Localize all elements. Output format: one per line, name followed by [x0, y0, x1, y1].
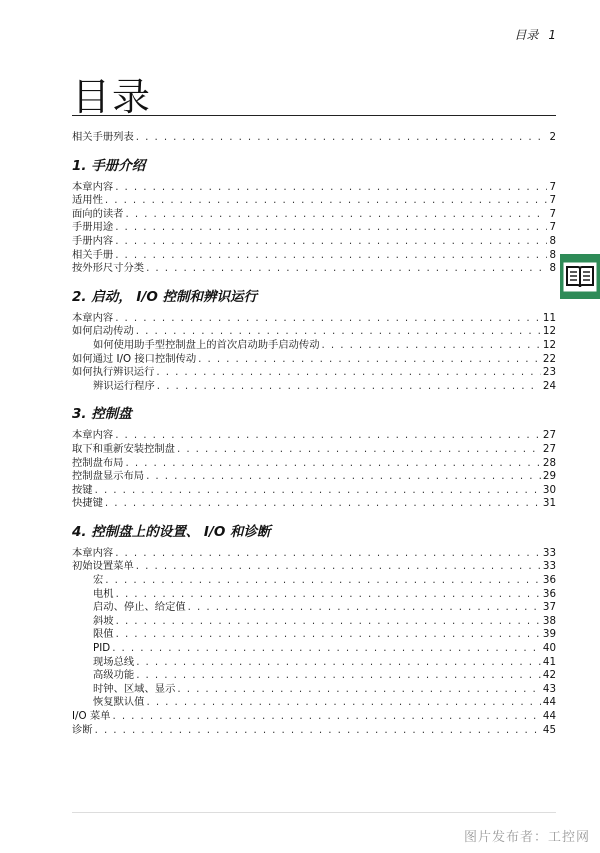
toc-entry-label: 恢复默认值 — [93, 696, 145, 709]
toc-entry-page: 39 — [542, 628, 556, 641]
toc-entry[interactable] — [72, 484, 556, 498]
toc-entry-label: 如何通过 I/O 接口控制传动 — [72, 352, 197, 365]
toc-entry[interactable] — [72, 131, 556, 145]
toc-entry[interactable] — [72, 683, 556, 697]
toc-entry-label: 手册内容 — [72, 234, 114, 247]
toc-entry-page: 36 — [542, 574, 556, 587]
dot-leader — [125, 208, 547, 222]
dot-leader — [136, 656, 541, 670]
toc-entry-label: 如何启动传动 — [72, 325, 134, 338]
dot-leader — [115, 547, 541, 561]
toc-entry[interactable] — [72, 470, 556, 484]
dot-leader — [112, 642, 541, 656]
page-number: 1 — [548, 28, 556, 42]
toc-entry-page: 38 — [542, 614, 556, 627]
toc-entry-page: 30 — [542, 483, 556, 496]
title-divider — [72, 115, 556, 116]
toc-entry[interactable] — [72, 366, 556, 380]
toc-entry-page: 36 — [542, 587, 556, 600]
toc-entry-label: 取下和重新安装控制盘 — [72, 442, 175, 455]
toc-entry-page: 7 — [549, 207, 556, 220]
toc-entry-label: 电机 — [93, 587, 114, 600]
toc-entry[interactable] — [72, 656, 556, 670]
dot-leader — [198, 353, 541, 367]
toc-entry-page: 45 — [542, 723, 556, 736]
dot-leader — [115, 312, 541, 326]
toc-entry-label: 启动、停止、给定值 — [93, 601, 186, 614]
toc-entry[interactable] — [72, 235, 556, 249]
table-of-contents — [72, 131, 556, 737]
toc-entry[interactable] — [72, 194, 556, 208]
toc-entry[interactable] — [72, 615, 556, 629]
toc-entry-page: 44 — [542, 710, 556, 722]
toc-entry-label: 手册用途 — [72, 221, 114, 234]
toc-entry-page: 29 — [542, 470, 556, 483]
toc-entry-page: 7 — [549, 221, 556, 234]
chapter-heading: 4. 控制盘上的设置、 I/O 和诊断 — [72, 523, 271, 540]
toc-entry-label: 斜坡 — [93, 614, 114, 627]
toc-entry[interactable] — [72, 262, 556, 276]
manual-tab — [560, 254, 600, 299]
toc-entry[interactable] — [72, 181, 556, 195]
toc-entry[interactable] — [72, 588, 556, 602]
running-header — [514, 26, 556, 43]
toc-entry-page: 43 — [542, 682, 556, 695]
toc-entry-label: 辨识运行程序 — [93, 379, 155, 392]
running-header-title: 目录 — [514, 28, 539, 42]
dot-leader — [146, 262, 547, 276]
chapter-heading: 1. 手册介绍 — [72, 157, 146, 174]
dot-leader — [115, 429, 541, 443]
dot-leader — [115, 235, 547, 249]
dot-leader — [125, 457, 540, 471]
toc-entry-label: 相关手册列表 — [72, 131, 134, 143]
toc-entry-page: 8 — [549, 248, 556, 261]
dot-leader — [105, 194, 548, 208]
toc-entry-label: 宏 — [93, 574, 104, 587]
dot-leader — [177, 443, 541, 457]
toc-entry-label: 本章内容 — [72, 311, 114, 324]
dot-leader — [188, 601, 541, 615]
toc-entry[interactable] — [72, 249, 556, 263]
toc-entry[interactable] — [72, 457, 556, 471]
toc-entry-page: 44 — [542, 696, 556, 709]
toc-entry-label: 本章内容 — [72, 429, 114, 442]
toc-entry-label: 本章内容 — [72, 546, 114, 559]
toc-entry-page: 7 — [549, 194, 556, 207]
toc-entry[interactable] — [72, 497, 556, 511]
toc-entry-page: 27 — [542, 442, 556, 455]
toc-entry-label: I/O 菜单 — [72, 710, 111, 722]
dot-leader — [136, 131, 548, 145]
toc-entry-label: 限值 — [93, 628, 114, 641]
dot-leader — [116, 615, 541, 629]
toc-entry[interactable] — [72, 560, 556, 574]
dot-leader — [146, 696, 540, 710]
toc-entry-label: 如何使用助手型控制盘上的首次启动助手启动传动 — [93, 338, 320, 351]
dot-leader — [112, 710, 540, 724]
chapter-heading: 2. 启动， I/O 控制和辨识运行 — [72, 288, 258, 305]
dot-leader — [105, 574, 541, 588]
watermark-text: 图片发布者：工控网 — [463, 830, 590, 845]
dot-leader — [177, 683, 541, 697]
chapter-heading: 3. 控制盘 — [72, 406, 132, 423]
toc-entry-label: 适用性 — [72, 194, 103, 207]
toc-entry-page: 12 — [542, 325, 556, 338]
toc-entry-label: 时钟、区域、显示 — [93, 682, 176, 695]
toc-entry[interactable] — [72, 208, 556, 222]
toc-entry-page: 28 — [542, 456, 556, 469]
book-icon — [563, 262, 597, 292]
toc-entry-label: 现场总线 — [93, 655, 135, 668]
toc-entry[interactable] — [72, 353, 556, 367]
toc-entry-page: 22 — [542, 352, 556, 365]
toc-entry-page: 7 — [549, 180, 556, 193]
toc-entry-page: 33 — [542, 560, 556, 573]
toc-entry-page: 41 — [542, 655, 556, 668]
dot-leader — [136, 325, 541, 339]
toc-entry-page: 24 — [542, 379, 556, 392]
toc-entry[interactable] — [72, 710, 556, 724]
toc-entry[interactable] — [72, 547, 556, 561]
toc-entry[interactable] — [72, 601, 556, 615]
toc-entry-label: 初始设置菜单 — [72, 560, 134, 573]
dot-leader — [105, 497, 541, 511]
dot-leader — [95, 724, 541, 738]
toc-entry[interactable] — [72, 696, 556, 710]
dot-leader — [116, 628, 541, 642]
toc-entry-page: 37 — [542, 601, 556, 614]
toc-entry-label: PID — [93, 642, 111, 655]
toc-entry[interactable] — [72, 312, 556, 326]
toc-entry-page: 2 — [549, 131, 556, 143]
toc-entry[interactable] — [72, 380, 556, 394]
toc-entry[interactable] — [72, 325, 556, 339]
toc-entry-page: 31 — [542, 497, 556, 510]
toc-entry[interactable] — [72, 669, 556, 683]
toc-entry-page: 8 — [549, 262, 556, 275]
toc-entry[interactable] — [72, 443, 556, 457]
toc-entry-page: 42 — [542, 669, 556, 682]
toc-entry-label: 快捷键 — [72, 497, 103, 510]
footer-divider — [72, 812, 556, 813]
toc-entry[interactable] — [72, 221, 556, 235]
toc-entry-page: 23 — [542, 366, 556, 379]
toc-entry-page: 40 — [542, 642, 556, 655]
dot-leader — [156, 366, 541, 380]
toc-entry-page: 12 — [542, 338, 556, 351]
toc-entry[interactable] — [72, 642, 556, 656]
toc-entry-page: 8 — [549, 234, 556, 247]
toc-entry[interactable] — [72, 724, 556, 738]
dot-leader — [322, 339, 541, 353]
toc-entry-label: 控制盘显示布局 — [72, 470, 145, 483]
dot-leader — [146, 470, 541, 484]
dot-leader — [115, 181, 547, 195]
toc-entry[interactable] — [72, 339, 556, 353]
toc-entry-page: 27 — [542, 429, 556, 442]
toc-entry[interactable] — [72, 628, 556, 642]
dot-leader — [157, 380, 541, 394]
dot-leader — [95, 484, 541, 498]
page-title: 目录 — [72, 75, 153, 119]
toc-entry-label: 按键 — [72, 483, 93, 496]
toc-entry-label: 相关手册 — [72, 248, 114, 261]
dot-leader — [116, 588, 541, 602]
toc-entry-label: 如何执行辨识运行 — [72, 366, 155, 379]
toc-entry-label: 高级功能 — [93, 669, 135, 682]
toc-entry-page: 33 — [542, 546, 556, 559]
toc-entry-label: 本章内容 — [72, 180, 114, 193]
toc-entry-label: 控制盘布局 — [72, 456, 124, 469]
dot-leader — [136, 669, 541, 683]
toc-entry[interactable] — [72, 574, 556, 588]
toc-entry[interactable] — [72, 429, 556, 443]
toc-entry-label: 面向的读者 — [72, 207, 124, 220]
dot-leader — [115, 221, 547, 235]
dot-leader — [115, 249, 547, 263]
toc-entry-page: 11 — [542, 311, 556, 324]
toc-entry-label: 按外形尺寸分类 — [72, 262, 145, 275]
dot-leader — [136, 560, 541, 574]
toc-entry-label: 诊断 — [72, 723, 93, 736]
